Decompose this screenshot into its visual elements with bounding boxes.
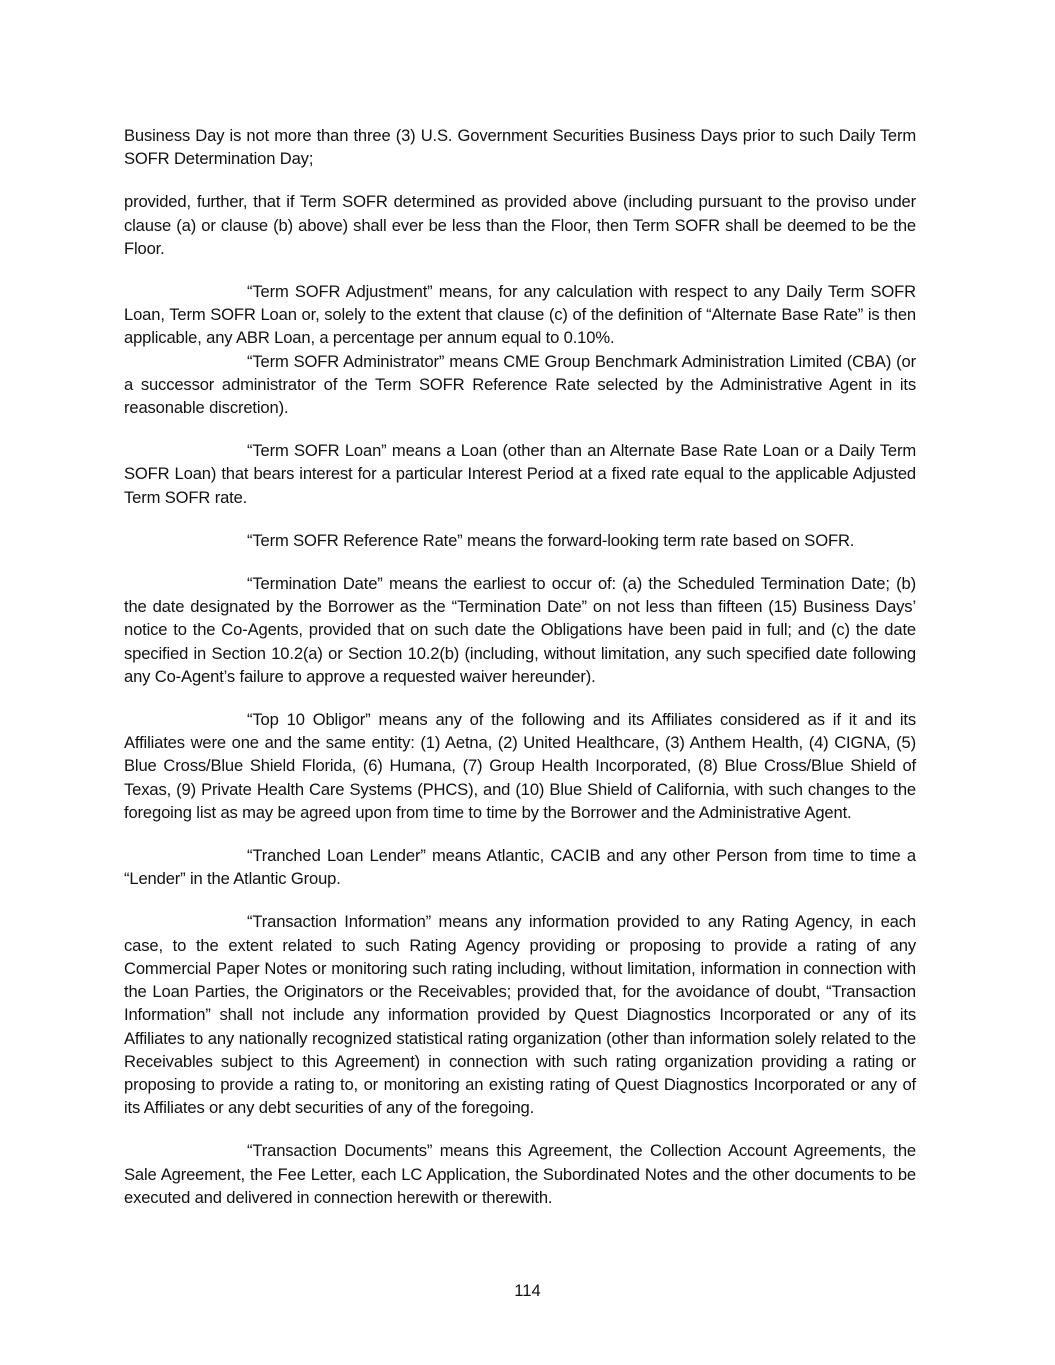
page-number: 114 (514, 1281, 541, 1300)
definition-transaction-information: “Transaction Information” means any information provided to any Rating Agency, in each case, to the extent related to such Rating Agency providing or proposing to provide a rating of any Commercial Paper Notes or monitoring such rating including, without limitation, information in connection with the Loan Parties, the Originators or the Receivables; provided that, for the avoidance of doubt, “Transaction Information” shall not include any information provided by Quest Diagnostics Incorporated or any of its Affiliates to any nationally recognized statistical rating organization (other than information solely related to the Receivables subject to this Agreement) in connection with such rating organization providing a rating or proposing to provide a rating to, or monitoring an existing rating of Quest Diagnostics Incorporated or any of its Affiliates or any debt securities of any of the foregoing. (124, 912, 916, 1118)
definition-tranched-loan-lender: “Tranched Loan Lender” means Atlantic, CACIB and any other Person from time to time a “Lender” in the Atlantic Group. (124, 846, 916, 889)
definition-term-sofr-adjustment: “Term SOFR Adjustment” means, for any calculation with respect to any Daily Term SOFR Loan, Term SOFR Loan or, solely to the extent that clause (c) of the definition of “Alternate Base Rate” is then applicable, any ABR Loan, a percentage per annum equal to 0.10%. (124, 282, 916, 348)
definition-term-sofr-loan: “Term SOFR Loan” means a Loan (other than an Alternate Base Rate Loan or a Daily Term SOFR Loan) that bears interest for a particular Interest Period at a fixed rate equal to the applicable Adjusted Term SOFR rate. (124, 441, 916, 507)
definition-term-sofr-reference-rate: “Term SOFR Reference Rate” means the forward-looking term rate based on SOFR. (247, 530, 855, 550)
definition-transaction-documents: “Transaction Documents” means this Agreement, the Collection Account Agreements, the Sale Agreement, the Fee Letter, each LC Application, the Subordinated Notes and the other documents to be executed and delivered in connection herewith or therewith. (124, 1141, 916, 1207)
paragraph-business-day-continuation: Business Day is not more than three (3) U.S. Government Securities Business Days prior to such Daily Term SOFR Determination Day; (124, 126, 916, 169)
paragraph-floor-proviso: provided, further, that if Term SOFR determined as provided above (including pursuant to the proviso under clause (a) or clause (b) above) shall ever be less than the Floor, then Term SOFR shall be deemed to be the Floor. (124, 192, 916, 258)
document-body (124, 124, 916, 1229)
definition-term-sofr-administrator: “Term SOFR Administrator” means CME Group Benchmark Administration Limited (CBA) (or a successor administrator of the Term SOFR Reference Rate selected by the Administrative Agent in its reasonable discretion). (124, 351, 916, 418)
definition-termination-date: “Termination Date” means the earliest to occur of: (a) the Scheduled Termination Date; (b) the date designated by the Borrower as the “Termination Date” on not less than fifteen (15) Business Days’ notice to the Co-Agents, provided that on such date the Obligations have been paid in full; and (c) the date specified in Section 10.2(a) or Section 10.2(b) (including, without limitation, any such specified date following any Co-Agent’s failure to approve a requested waiver hereunder). (124, 574, 916, 686)
definition-top-10-obligor: “Top 10 Obligor” means any of the following and its Affiliates considered as if it and its Affiliates were one and the same entity: (1) Aetna, (2) United Healthcare, (3) Anthem Health, (4) CIGNA, (5) Blue Cross/Blue Shield Florida, (6) Humana, (7) Group Health Incorporated, (8) Blue Cross/Blue Shield of Texas, (9) Private Health Care Systems (PHCS), and (10) Blue Shield of California, with such changes to the foregoing list as may be agreed upon from time to time by the Borrower and the Administrative Agent. (124, 710, 916, 822)
